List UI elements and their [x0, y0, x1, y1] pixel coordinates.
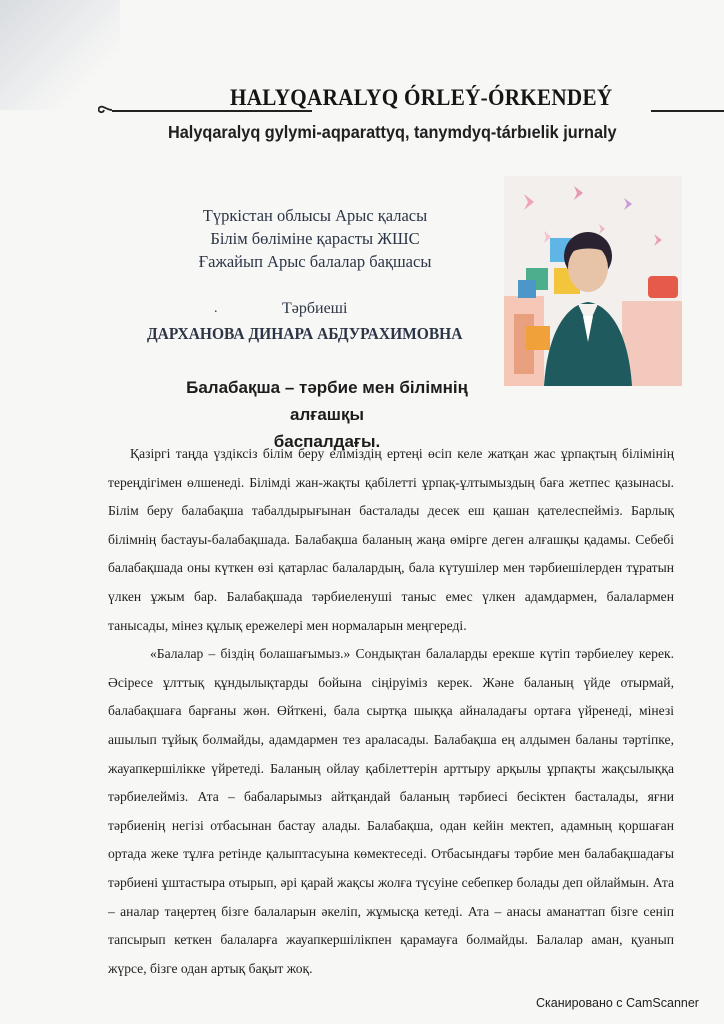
- article-paragraph-1: Қазіргі таңда үздіксіз білім беру еліміздің ертеңі өсіп келе жатқан жас ұрпақтың білімінің тереңдігімен өлшенеді. Білімді жан-жақты қабілетті ұрпақ-ұлтымыздың баға жетпес қазынасы. Білім беру балабақша табалдырығынан басталады десек еш қашан қателеспейміз. Барлық білімнің бастауы-балабақшада. Балабақша баланың жаңа өмірге деген алғашқы қадамы. Себебі балабақшада оны күткен өзі қатарлас балалардың, бала күтушілер мен тәрбиешілерден тұратын үлкен ұжым бар. Балабақшада тәрбиеленуші таныс емес үлкен адамдармен, балалармен танысады, мінез құлық ережелері мен нормаларын меңгереді.: [108, 446, 674, 633]
- journal-subtitle: Halyqaralyq gylymi-aqparattyq, tanymdyq-tárbıelik jurnaly: [168, 122, 617, 142]
- org-department: Білім бөліміне қарасты ЖШС: [210, 229, 420, 248]
- header-line-right: [651, 110, 724, 112]
- author-photo: [504, 176, 682, 386]
- org-kindergarten: Ғажайып Арыс балалар бақшасы: [198, 252, 432, 271]
- stray-dot: .: [214, 301, 218, 316]
- camscanner-watermark: Сканировано с CamScanner: [536, 996, 699, 1010]
- article-body: [108, 440, 674, 983]
- article-title-line-2: баспалдағы.: [273, 432, 381, 451]
- teacher-photo-illustration: [504, 176, 682, 386]
- org-region: Түркістан облысы Арыс қаласы: [202, 206, 428, 225]
- journal-title: HALYQARALYQ ÓRLEÝ-ÓRKENDEÝ: [230, 85, 613, 110]
- author-name: ДАРХАНОВА ДИНАРА АБДУРАХИМОВНА: [147, 324, 463, 343]
- article-title-line-1: Балабақша – тәрбие мен білімнің алғашқы: [186, 378, 468, 424]
- article-paragraph-2: «Балалар – біздің болашағымыз.» Сондықтан балаларды ерекше күтіп тәрбиелеу керек. Әсіресе ұлттық құндылықтарды бойына сіңіруіміз керек. Және баланың үйде отырмай, балабақшаға барғаны жөн. Өйткені, бала сыртқа шыққа айналадағы ортаға үйренеді, мінезі ашылып тұйық болмайды, адамдармен тез араласады. Балабақша ең алдымен баланы тәртіпке, жауапкершілікке үйретеді. Баланың ойлау қабілеттерін арттыру арқылы ұрпақты жақсылыққа тәрбиелейміз. Ата – бабаларымыз айтқандай баланың тәрбиесі бесіктен басталады, яғни тәрбиенің негізі отбасынан бастау алады. Балабақша, одан кейін мектеп, адамның қоршаған ортада жеке тұлға ретінде қалыптасуына көмектеседі. Отбасындағы тәрбие мен балабақшадағы тәрбиені ұштастыра отырып, әрі қарай жақсы жолға түсуіне себепкер болады деп ойлаймын. Ата – аналар таңертең бізге балаларын әкеліп, жұмысқа кетеді. Ата – анасы аманаттап бізге сеніп тапсырып кеткен балаларға жауапкершілікпен қарамауға болмайды. Балалар аман, қуанып жүрсе, бізге одан артық бақыт жоқ.: [108, 646, 674, 976]
- author-role: Тәрбиеші: [282, 300, 348, 317]
